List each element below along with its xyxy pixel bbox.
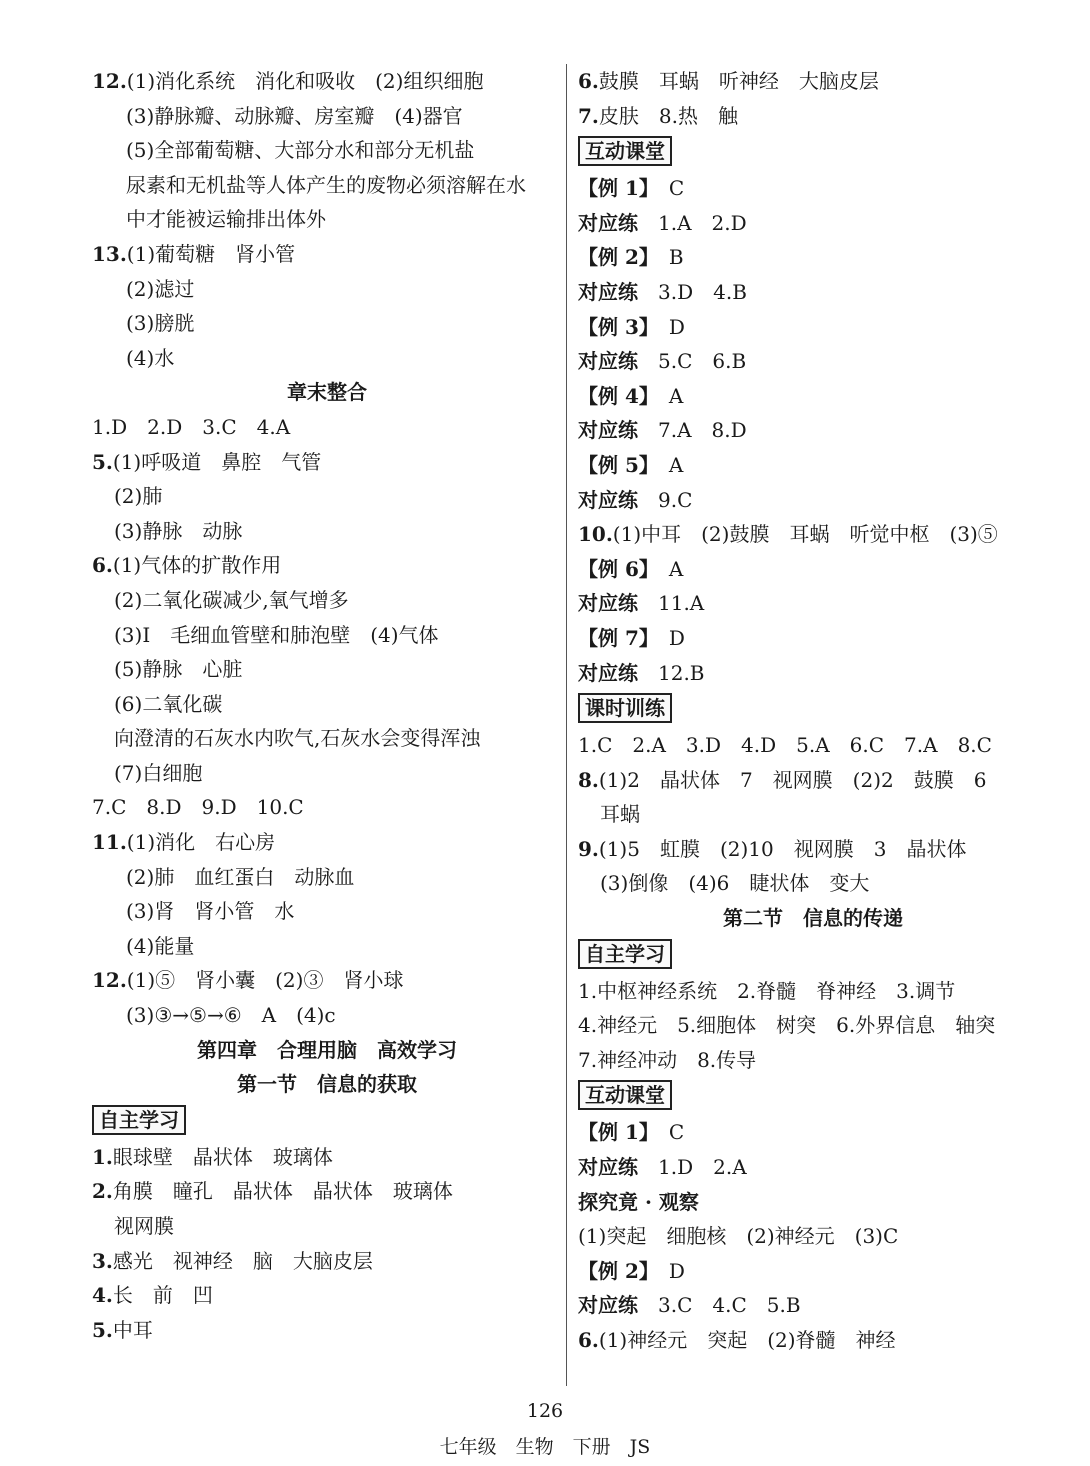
answer-line [578,206,1048,241]
example-label: 对应练 [578,591,638,616]
answer-text: (3)③→⑤→⑥ A (4)c [126,1003,336,1028]
answer-text: (4)能量 [126,933,195,958]
answer-text: 第四章 合理用脑 高效学习 [197,1037,457,1062]
question-number: 6. [578,69,599,93]
answer-line [578,344,1048,379]
answer-line [92,306,562,341]
answer-text: 7.神经冲动 8.传导 [578,1047,757,1072]
question-number: 6. [578,1328,599,1352]
answer-line [92,1278,562,1313]
answer-text: (1)消化系统 消化和吸收 (2)组织细胞 [126,69,484,93]
question-number: 10. [578,522,613,547]
answer-line [92,687,562,722]
answer-text: (1)突起 细胞核 (2)神经元 (3)C [578,1224,899,1249]
section-tag [578,1077,1048,1115]
answer-line [578,171,1048,206]
answer-line [578,483,1048,518]
answer-text: A [648,556,684,581]
answer-text: 角膜 瞳孔 晶状体 晶状体 玻璃体 [112,1179,453,1204]
answer-text: 眼球壁 晶状体 玻璃体 [112,1144,333,1169]
answer-text: (1)气体的扩散作用 [112,553,282,578]
answer-line [578,621,1048,656]
answer-text: (3)肾 肾小管 水 [126,899,295,924]
section-tag [92,1102,562,1140]
answer-line [578,552,1048,587]
answer-text: 11.A [638,591,705,616]
question-number: 1. [92,1144,113,1169]
question-number: 2. [92,1179,113,1204]
answer-text: 5.C 6.B [638,349,747,374]
answer-line [92,272,562,307]
example-label: 【例 2】 [578,245,649,270]
answer-line [92,479,562,514]
answer-line [578,379,1048,414]
example-label: 【例 1】 [578,176,649,201]
answer-line [92,237,562,272]
answer-text: (1)5 虹膜 (2)10 视网膜 3 晶状体 [598,836,967,861]
example-label: 对应练 [578,660,638,685]
answer-text: D [648,1258,685,1283]
answer-line [92,963,562,998]
answer-line [92,445,562,480]
answer-text: 长 前 凹 [112,1283,213,1308]
answer-text: 视网膜 [114,1214,174,1238]
answer-line [92,99,562,134]
answer-line [578,1219,1048,1254]
answer-text: (6)二氧化碳 [114,691,223,716]
right-column [578,64,1048,1358]
section-heading [92,375,562,410]
example-label: 【例 6】 [578,556,649,581]
example-label: 对应练 [578,1155,638,1180]
question-number: 12. [92,69,127,93]
answer-line [578,1254,1048,1289]
answer-line [578,517,1048,552]
answer-text: 中才能被运输排出体外 [126,207,326,232]
answer-text: 12.B [638,660,705,685]
answer-text: 1.D 2.D 3.C 4.A [92,414,291,439]
answer-line [92,929,562,964]
answer-text: (1)呼吸道 鼻腔 气管 [112,449,322,474]
example-label: 【例 1】 [578,1120,649,1145]
answer-line [92,652,562,687]
example-label: 对应练 [578,210,638,235]
question-number: 3. [92,1248,113,1273]
answer-line [578,763,1048,798]
column-divider [566,64,567,1386]
answer-text: (3)Ⅰ 毛细血管壁和肺泡壁 (4)气体 [114,622,439,647]
answer-line [578,240,1048,275]
answer-line [578,728,1048,763]
example-label: 【例 4】 [578,383,649,408]
answer-text: 1.C 2.A 3.D 4.D 5.A 6.C 7.A 8.C [578,733,992,758]
answer-line [578,1288,1048,1323]
answer-line [578,866,1048,901]
answer-line [92,410,562,445]
answer-text: 皮肤 8.热 触 [598,103,738,128]
answer-text: (1)⑤ 肾小囊 (2)③ 肾小球 [126,968,404,993]
example-label: 【例 7】 [578,625,649,650]
answer-text: 尿素和无机盐等人体产生的废物必须溶解在水 [126,172,526,197]
section-heading [578,901,1048,936]
answer-line [578,974,1048,1009]
answer-line [578,64,1048,99]
answer-line [92,1209,562,1244]
section-tag [578,690,1048,728]
question-number: 5. [92,449,113,474]
answer-text: (3)倒像 (4)6 睫状体 变大 [600,871,870,896]
answer-line [92,133,562,168]
answer-text: 向澄清的石灰水内吹气,石灰水会变得浑浊 [114,726,481,751]
answer-text: 3.C 4.C 5.B [638,1293,801,1318]
answer-line [92,721,562,756]
answer-text: 3.D 4.B [638,279,747,304]
answer-text: 1.A 2.D [638,210,747,235]
answer-line [578,1115,1048,1150]
answer-text: (1)消化 右心房 [126,830,276,855]
answer-text: (5)全部葡萄糖、大部分水和部分无机盐 [126,138,475,163]
answer-line [92,860,562,895]
answer-text: 鼓膜 耳蜗 听神经 大脑皮层 [598,69,879,93]
example-label: 对应练 [578,487,638,512]
question-number: 12. [92,968,127,993]
answer-line [92,618,562,653]
answer-line [578,1008,1048,1043]
example-label: 对应练 [578,418,638,443]
answer-text: (2)二氧化碳减少,氧气增多 [114,587,349,612]
section-heading [92,1067,562,1102]
answer-text: 中耳 [112,1317,153,1342]
example-label: 对应练 [578,349,638,374]
answer-line [578,310,1048,345]
answer-text: D [648,625,685,650]
answer-line [92,756,562,791]
question-number: 5. [92,1317,113,1342]
question-number: 7. [578,103,599,128]
answer-text: 1.D 2.A [638,1155,747,1180]
answer-text: A [648,383,684,408]
answer-text: A [648,452,684,477]
section-tag-label: 课时训练 [578,693,672,723]
answer-line [92,583,562,618]
answer-line [92,1244,562,1279]
answer-line [92,64,562,99]
example-label: 【例 2】 [578,1258,649,1283]
answer-text: 7.A 8.D [638,418,747,443]
question-number: 9. [578,836,599,861]
answer-line [578,1185,1048,1220]
answer-text: 第二节 信息的传递 [723,906,903,931]
answer-text: 章末整合 [287,380,367,405]
answer-line [92,341,562,376]
answer-line [578,586,1048,621]
example-label: 【例 3】 [578,314,649,339]
answer-line [578,797,1048,832]
example-label: 对应练 [578,279,638,304]
answer-text: D [648,314,685,339]
answer-line [92,1313,562,1348]
answer-line [578,1150,1048,1185]
example-label: 对应练 [578,1293,638,1318]
page-number: 126 [526,1400,564,1422]
example-label: 【例 5】 [578,452,649,477]
answer-line [578,1043,1048,1078]
question-number: 6. [92,553,113,578]
section-tag-label: 互动课堂 [578,1080,672,1110]
answer-text: (3)膀胱 [126,311,195,336]
answer-text: 第一节 信息的获取 [237,1072,417,1097]
answer-text: C [648,176,685,201]
answer-line [92,202,562,237]
answer-text: (4)水 [126,345,175,370]
section-tag-label: 互动课堂 [578,136,672,166]
answer-text: (3)静脉瓣、动脉瓣、房室瓣 (4)器官 [126,103,463,128]
answer-text: 7.C 8.D 9.D 10.C [92,795,304,820]
book-info: 七年级 生物 下册 JS [439,1436,651,1458]
answer-text: (2)肺 血红蛋白 动脉血 [126,864,355,889]
answer-text: (3)静脉 动脉 [114,518,243,543]
answer-text: B [648,245,684,270]
answer-line [578,832,1048,867]
question-number: 13. [92,241,127,266]
answer-line [92,514,562,549]
answer-line [578,99,1048,134]
answer-text: (5)静脉 心脏 [114,657,243,682]
section-heading [92,1033,562,1068]
answer-text: (1)中耳 (2)鼓膜 耳蜗 听觉中枢 (3)⑤ [612,522,998,547]
answer-text: 耳蜗 [600,802,640,827]
question-number: 4. [92,1283,113,1308]
answer-text: (1)葡萄糖 肾小管 [126,241,296,266]
answer-text: (2)滤过 [126,276,195,301]
question-number: 8. [578,767,599,792]
answer-text: 9.C [638,487,693,512]
section-tag-label: 自主学习 [578,939,672,969]
section-tag [578,133,1048,171]
question-number: 11. [92,830,127,855]
answer-text: 4.神经元 5.细胞体 树突 6.外界信息 轴突 [578,1013,996,1038]
answer-line [92,998,562,1033]
answer-line [92,790,562,825]
answer-line [92,1140,562,1175]
answer-line [92,1174,562,1209]
answer-text: 感光 视神经 脑 大脑皮层 [112,1248,373,1273]
answer-line [92,825,562,860]
answer-text: C [648,1120,685,1145]
answer-line [92,168,562,203]
section-tag-label: 自主学习 [92,1105,186,1135]
answer-text: (7)白细胞 [114,760,203,785]
answer-line [578,448,1048,483]
answer-text: (1)神经元 突起 (2)脊髓 神经 [598,1328,896,1352]
answer-line [578,275,1048,310]
answer-line [92,894,562,929]
answer-line [92,548,562,583]
answer-line [578,413,1048,448]
answer-text: (2)肺 [114,484,163,509]
answer-line [578,1323,1048,1358]
answer-line [578,656,1048,691]
example-label: 探究竟 · 观察 [578,1189,699,1214]
section-tag [578,936,1048,974]
answer-text: (1)2 晶状体 7 视网膜 (2)2 鼓膜 6 [598,767,987,792]
answer-text: 1.中枢神经系统 2.脊髓 脊神经 3.调节 [578,978,956,1003]
left-column [92,64,562,1347]
